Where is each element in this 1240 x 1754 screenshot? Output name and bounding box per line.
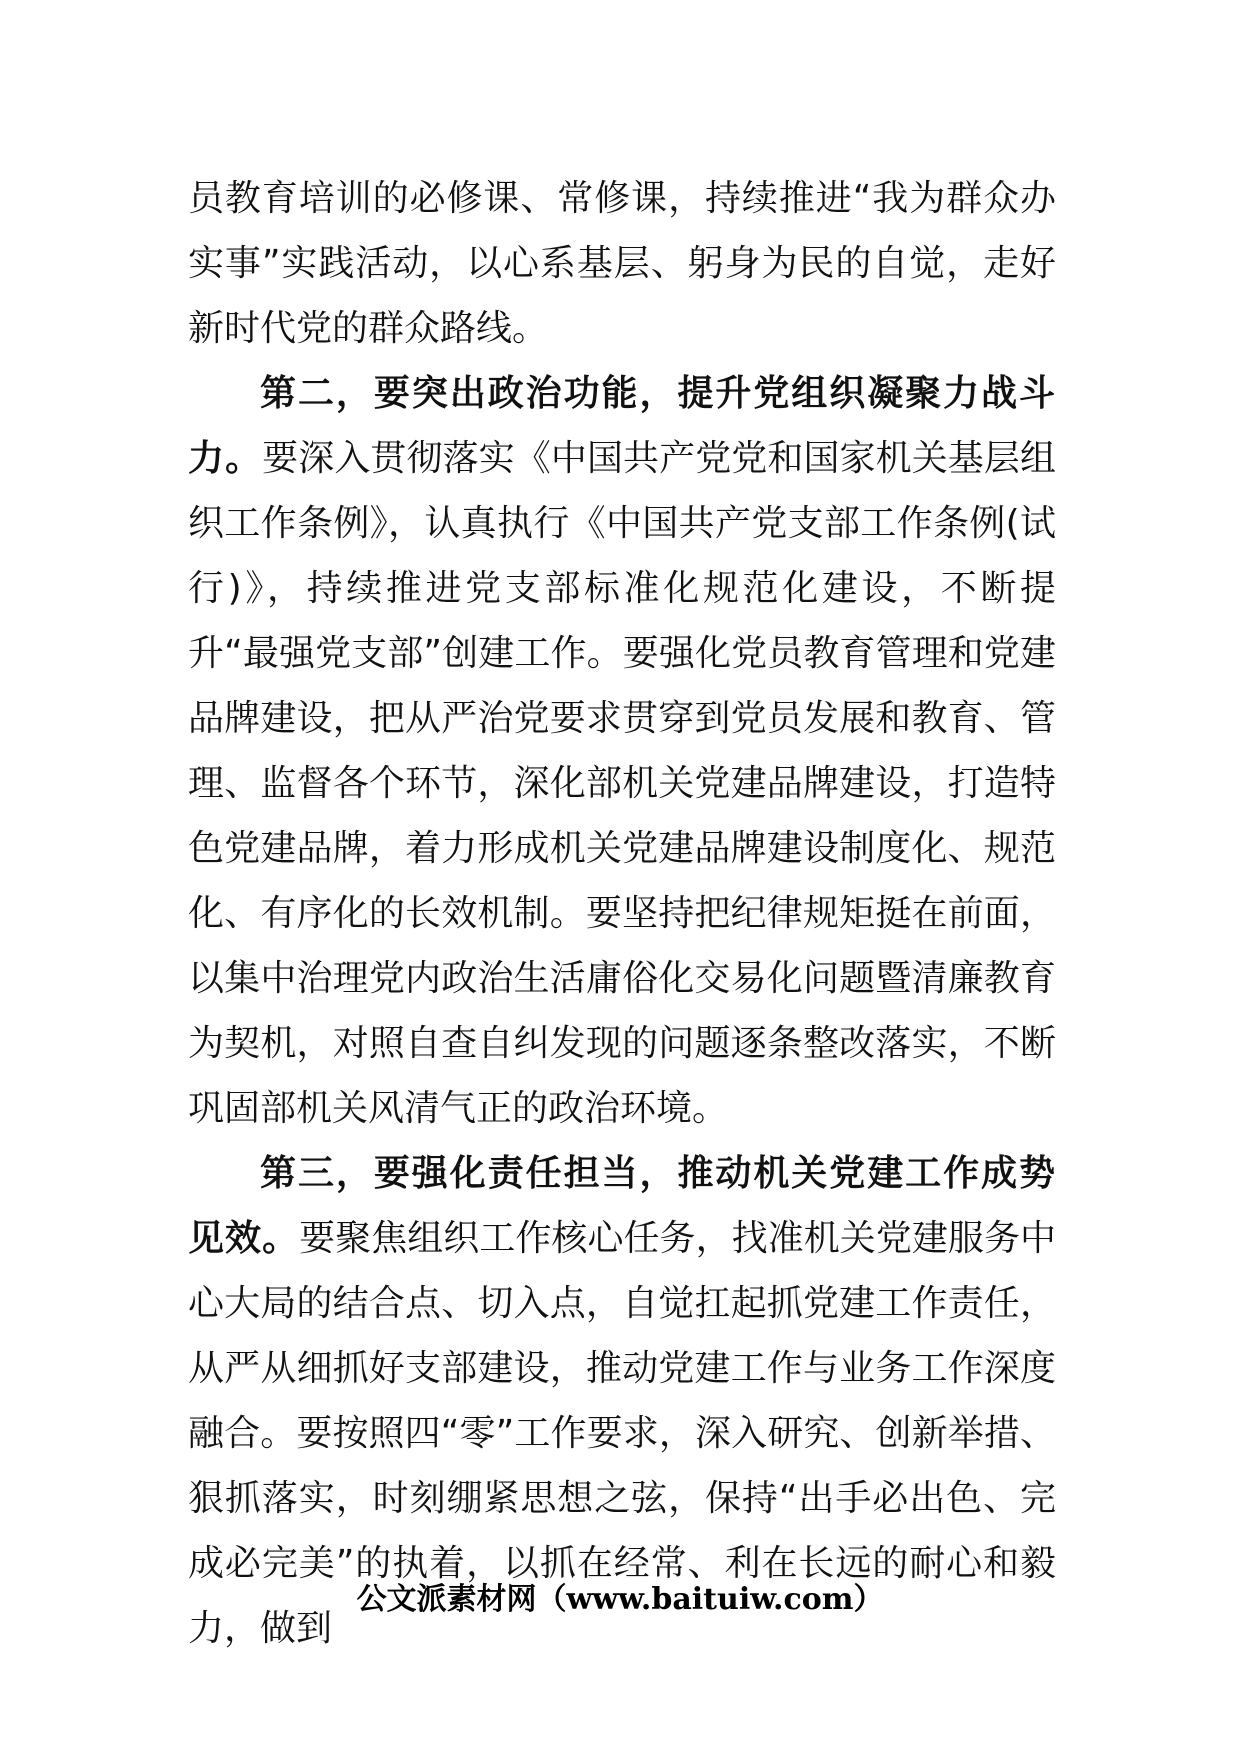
paragraph-heading: 第二，要突出政治功能，提升党组织凝聚力战斗力。 (188, 373, 1056, 479)
paragraph-text: 员教育培训的必修课、常修课，持续推进“我为群众办实事”实践活动，以心系基层、躬身为民的自觉，走好新时代党的群众路线。 (188, 178, 1056, 349)
paragraph-text: 要聚焦组织工作核心任务，找准机关党建服务中心大局的结合点、切入点，自觉扛起抓党建工作责任，从严从细抓好支部建设，推动党建工作与业务工作深度融合。要按照四“零”工作要求，深入研究、创新举措、狠抓落实，时刻绷紧思想之弦，保持“出手必出色、完成必完美”的执着，以抓在经常、利在长远的耐心和毅力，做到 (188, 1218, 1056, 1649)
page-footer: 公文派素材网（www.baituiw.com） (356, 1582, 884, 1617)
paragraph-heading: 第三，要强化责任担当，推动机关党建工作成势见效。 (188, 1153, 1056, 1259)
paragraph-text: 要深入贯彻落实《中国共产党党和国家机关基层组织工作条例》，认真执行《中国共产党支部工作条例(试行)》，持续推进党支部标准化规范化建设，不断提升“最强党支部”创建工作。要强化党员教育管理和党建品牌建设，把从严治党要求贯穿到党员发展和教育、管理、监督各个环节，深化部机关党建品牌建设，打造特色党建品牌，着力形成机关党建品牌建设制度化、规范化、有序化的长效机制。要坚持把纪律规矩挺在前面，以集中治理党内政治生活庸俗化交易化问题暨清廉教育为契机，对照自查自纠发现的问题逐条整改落实，不断巩固部机关风清气正的政治环境。 (188, 438, 1056, 1129)
paragraph-second-point (188, 361, 1056, 1141)
document-body (188, 166, 1056, 1661)
paragraph-continuation (188, 166, 1056, 361)
